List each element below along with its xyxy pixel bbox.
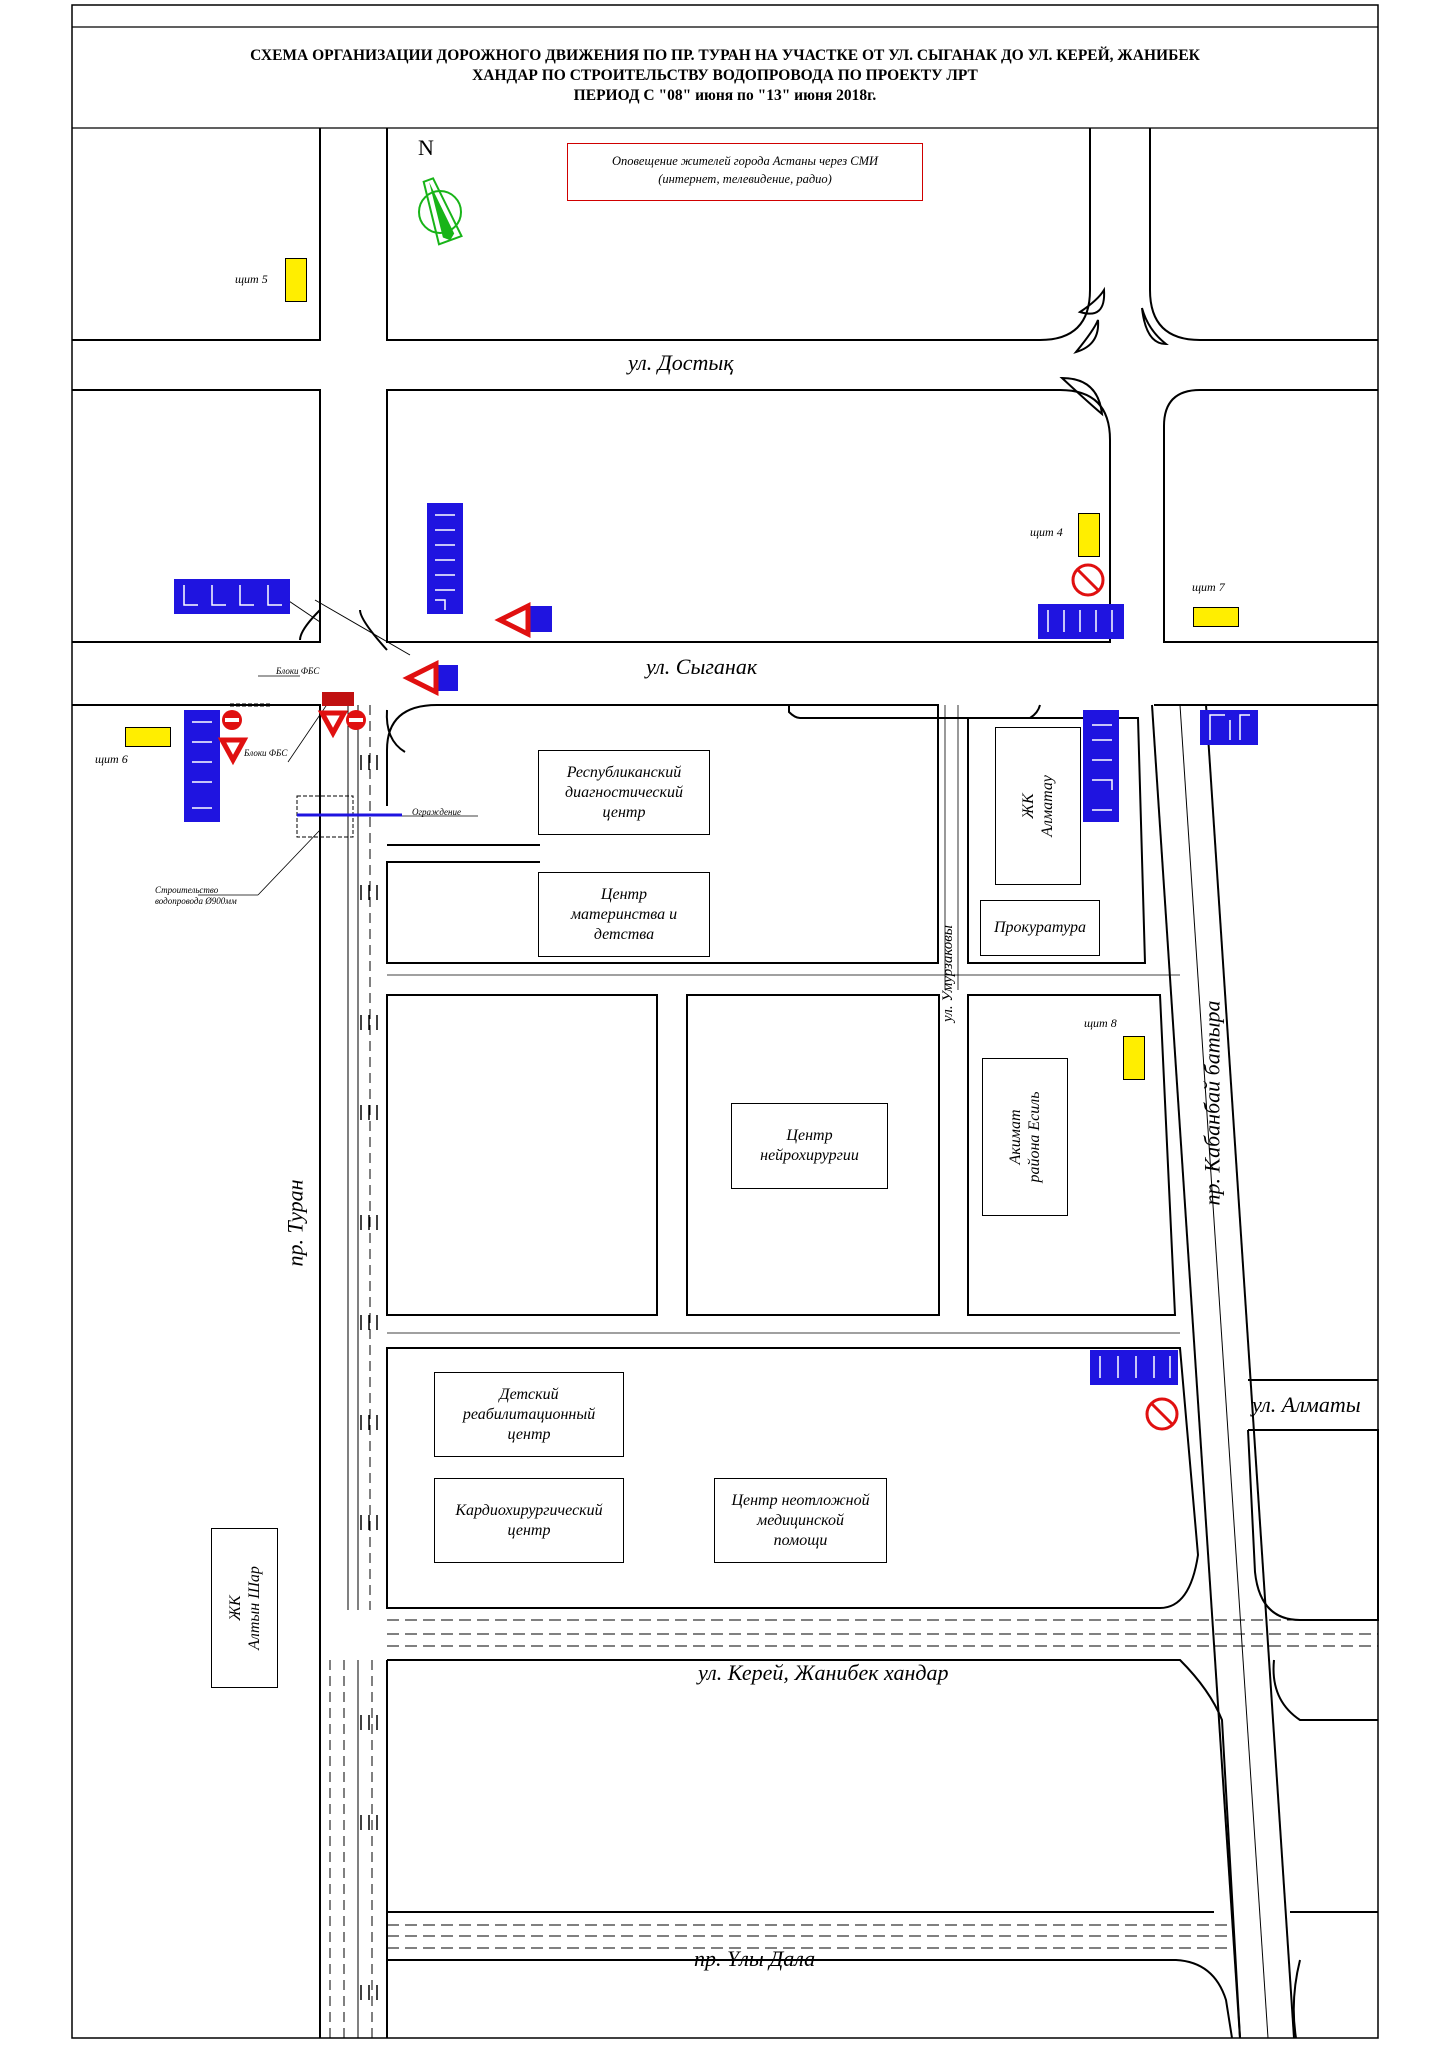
sign-lane-small-1	[530, 606, 552, 632]
street-kabanbai: пр. Кабанбай батыра	[1199, 1000, 1225, 1206]
building-neurosurgery-center: Центр нейрохирургии	[731, 1103, 888, 1189]
kabanbai-center	[1180, 705, 1268, 2038]
public-notice-box	[567, 143, 923, 201]
give-way-sign-3	[222, 740, 244, 760]
fbs-blocks-top-label: Блоки ФБС	[276, 666, 320, 676]
give-way-sign-1	[500, 606, 528, 634]
street-kerei: ул. Керей, Жанибек хандар	[698, 1660, 949, 1685]
street-turan: пр. Туран	[282, 1179, 308, 1267]
notice-line-1: Оповещение жителей города Астаны через СМИ	[611, 154, 879, 168]
sign-lanes-almatau	[1083, 710, 1119, 822]
block-syganak-road-left	[789, 705, 1040, 718]
billboard-shield-4	[1078, 513, 1100, 557]
block-se-2	[1290, 1912, 1378, 2038]
block-e-mid	[1164, 390, 1378, 642]
shield-8-label: щит 8	[1084, 1016, 1117, 1030]
construction-label-2: водопровода Ø900мм	[155, 896, 237, 906]
block-nw-top	[72, 128, 320, 340]
map-title	[72, 46, 1378, 106]
block-ulydala-left	[387, 1912, 1214, 2038]
street-dostyk: ул. Достық	[628, 350, 734, 375]
shield-4-label: щит 4	[1030, 525, 1063, 539]
block-se-1	[1274, 1660, 1378, 1720]
kabanbai-line-2	[1206, 705, 1294, 2038]
city-blocks	[72, 128, 1378, 2038]
warning-signs	[222, 565, 1177, 1429]
building-maternity-center: Центр материнства и детства	[538, 872, 710, 957]
street-umurzakovy: ул. Умурзаковы	[939, 925, 956, 1022]
island-4	[1080, 290, 1104, 314]
fbs-blocks-leader2	[288, 700, 330, 762]
building-zhk-altyn-shar: ЖК Алтын Шар	[211, 1528, 278, 1688]
outer-frame	[72, 5, 1378, 2038]
billboard-shield-5	[285, 258, 307, 302]
block-kerei-bottom	[387, 1660, 1240, 2038]
street-uly-dala: пр. Ұлы Дала	[694, 1946, 816, 1971]
turan-lane-arrows	[361, 755, 377, 2000]
shield-6-label: щит 6	[95, 752, 128, 766]
title-line-1: СХЕМА ОРГАНИЗАЦИИ ДОРОЖНОГО ДВИЖЕНИЯ ПО ПР. ТУРАН НА УЧАСТКЕ ОТ УЛ. СЫГАНАК ДО УЛ. КЕРЕЙ, ЖАНИБЕК	[250, 47, 1200, 64]
block-c-mid	[387, 390, 1110, 642]
building-emergency-center: Центр неотложной медицинской помощи	[714, 1478, 887, 1563]
street-syganak: ул. Сыганак	[646, 654, 758, 679]
sign-lanes-west-vertical	[184, 710, 220, 822]
sign-lanes-south	[1090, 1350, 1178, 1385]
constr-leader2	[258, 830, 320, 895]
chevron-board	[322, 692, 354, 706]
construction-label-1: Строительство	[155, 885, 219, 895]
title-line-3: ПЕРИОД С "08" июня по "13" июня 2018г.	[573, 87, 877, 104]
block-left-mid	[387, 995, 657, 1315]
compass-icon	[417, 176, 461, 244]
block-ne-top	[1150, 128, 1378, 340]
building-zhk-almatau: ЖК Алматау	[995, 727, 1081, 885]
building-akimat-esil: Акимат района Есиль	[982, 1058, 1068, 1216]
billboard-shield-8	[1123, 1036, 1145, 1080]
building-republican-diagnostic-center: Республиканский диагностический центр	[538, 750, 710, 835]
fence-label: Ограждение	[412, 807, 461, 817]
give-way-sign-2	[408, 664, 436, 692]
sign-lanes-syganak-east	[1038, 604, 1124, 639]
give-way-sign-4	[322, 713, 344, 733]
building-rehab-center: Детский реабилитационный центр	[434, 1372, 624, 1457]
sign-lanes-dostyk-west	[174, 579, 290, 614]
notice-line-2: (интернет, телевидение, радио)	[658, 172, 832, 186]
fbs-blocks-bottom-label: Блоки ФБС	[244, 748, 288, 758]
billboard-shield-6	[125, 727, 171, 747]
building-cardiosurgery-center: Кардиохирургический центр	[434, 1478, 624, 1563]
sign-lanes-vertical-n	[427, 503, 463, 614]
sign-lane-small-2	[436, 665, 458, 691]
shield-5-label: щит 5	[235, 272, 268, 286]
street-almaty: ул. Алматы	[1252, 1392, 1361, 1417]
shield-7-label: щит 7	[1192, 580, 1225, 594]
island-1	[1062, 378, 1102, 414]
title-line-2: ХАНДАР ПО СТРОИТЕЛЬСТВУ ВОДОПРОВОДА ПО ПРОЕКТУ ЛРТ	[472, 67, 978, 84]
compass-label: N	[418, 135, 434, 160]
billboard-shield-7	[1193, 607, 1239, 627]
building-prosecutor-office: Прокуратура	[980, 900, 1100, 956]
